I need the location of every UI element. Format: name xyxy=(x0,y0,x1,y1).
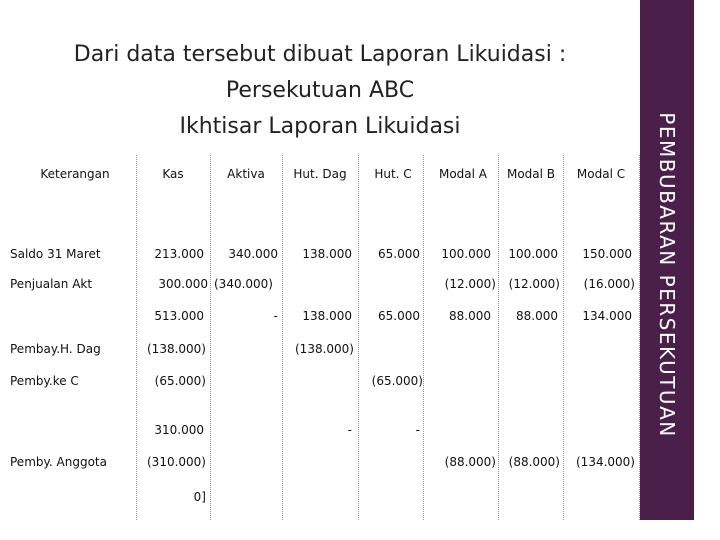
header-modal-a: Modal A xyxy=(438,167,488,181)
saldo-hut-dag: 138.000 xyxy=(302,247,352,261)
column-divider xyxy=(136,155,137,520)
sub1-kas: 513.000 xyxy=(154,309,204,323)
sub2-kas: 310.000 xyxy=(154,423,204,437)
saldo-hut-c: 65.000 xyxy=(378,247,420,261)
sub2-hut-dag: - xyxy=(347,423,352,437)
column-divider xyxy=(358,155,359,520)
row-label-penjualan: Penjualan Akt xyxy=(10,277,93,291)
saldo-modal-a: 100.000 xyxy=(441,247,491,261)
penjualan-aktiva: (340.000) xyxy=(214,277,273,291)
row-label-pemby-anggota: Pemby. Anggota xyxy=(10,455,107,469)
row-label-pembay-hdag: Pembay.H. Dag xyxy=(10,342,101,356)
column-divider xyxy=(498,155,499,520)
pembay-hdag-hut-dag: (138.000) xyxy=(295,342,354,356)
penjualan-modal-b: (12.000) xyxy=(508,277,560,291)
penjualan-kas: 300.000 xyxy=(158,277,208,291)
final-kas: 0] xyxy=(193,490,206,504)
column-divider xyxy=(563,155,564,520)
penjualan-modal-c: (16.000) xyxy=(583,277,635,291)
column-divider xyxy=(639,155,640,520)
pemby-c-hut-c: (65.000) xyxy=(371,374,423,388)
sub1-modal-b: 88.000 xyxy=(516,309,558,323)
liquidation-table xyxy=(10,155,640,520)
slide-title-line2: Persekutuan ABC xyxy=(225,78,415,103)
side-banner-text: PEMBUBARAN PERSEKUTUAN xyxy=(655,112,679,438)
sub1-aktiva: - xyxy=(273,309,278,323)
header-keterangan: Keterangan xyxy=(40,167,110,181)
pembay-hdag-kas: (138.000) xyxy=(147,342,206,356)
sub2-hut-c: - xyxy=(415,423,420,437)
saldo-modal-c: 150.000 xyxy=(582,247,632,261)
sub1-hut-c: 65.000 xyxy=(378,309,420,323)
sub1-modal-c: 134.000 xyxy=(582,309,632,323)
sub1-modal-a: 88.000 xyxy=(449,309,491,323)
row-label-pemby-c: Pemby.ke C xyxy=(10,374,79,388)
column-divider xyxy=(210,155,211,520)
slide-title-line1: Dari data tersebut dibuat Laporan Likuidasi : xyxy=(73,42,567,67)
header-hut-dag: Hut. Dag xyxy=(293,167,347,181)
pemby-anggota-kas: (310.000) xyxy=(147,455,206,469)
row-label-saldo: Saldo 31 Maret xyxy=(10,247,101,261)
pemby-c-kas: (65.000) xyxy=(154,374,206,388)
header-kas: Kas xyxy=(162,167,184,181)
column-divider xyxy=(423,155,424,520)
saldo-kas: 213.000 xyxy=(154,247,204,261)
penjualan-modal-a: (12.000) xyxy=(444,277,496,291)
saldo-modal-b: 100.000 xyxy=(508,247,558,261)
saldo-aktiva: 340.000 xyxy=(228,247,278,261)
header-hut-c: Hut. C xyxy=(374,167,412,181)
slide-title-line3: Ikhtisar Laporan Likuidasi xyxy=(179,114,461,139)
pemby-anggota-modal-a: (88.000) xyxy=(444,455,496,469)
column-divider xyxy=(282,155,283,520)
header-aktiva: Aktiva xyxy=(227,167,265,181)
header-modal-b: Modal B xyxy=(506,167,556,181)
pemby-anggota-modal-b: (88.000) xyxy=(508,455,560,469)
header-modal-c: Modal C xyxy=(576,167,626,181)
pemby-anggota-modal-c: (134.000) xyxy=(576,455,635,469)
sub1-hut-dag: 138.000 xyxy=(302,309,352,323)
